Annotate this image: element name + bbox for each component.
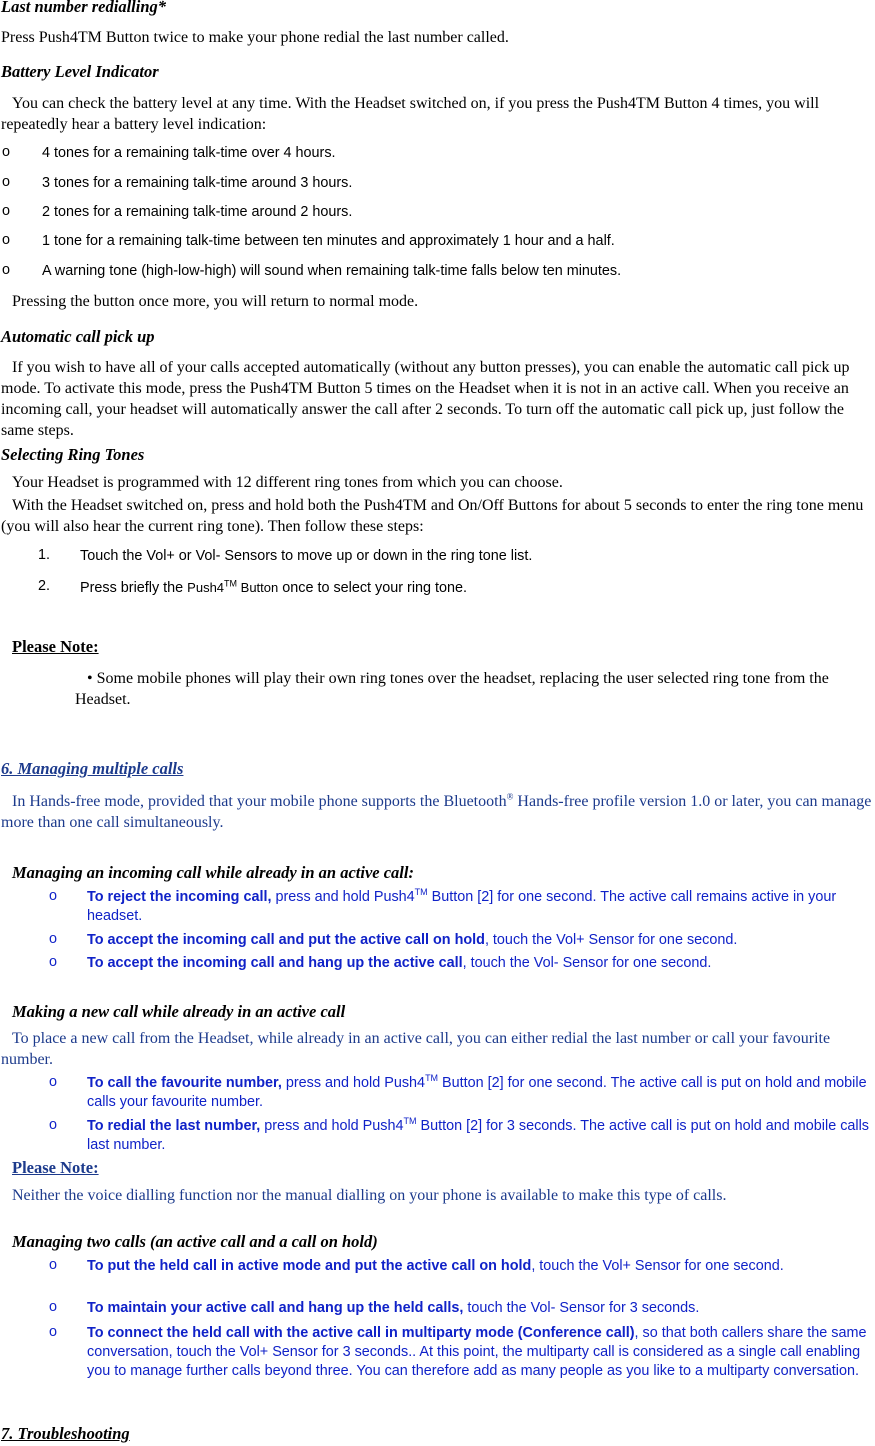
list-item: To accept the incoming call and put the active call on hold, touch the Vol+ Sensor for one second. xyxy=(87,932,738,948)
step-number: 1. xyxy=(38,547,51,563)
step-text: Press briefly the Push4™ Button once to select your ring tone. xyxy=(80,578,468,596)
list-item: To maintain your active call and hang up the held calls, touch the Vol- Sensor for 3 seconds. xyxy=(87,1300,700,1316)
list-bullet: o xyxy=(49,1299,58,1315)
battery-outro: Pressing the button once more, you will return to normal mode. xyxy=(12,293,419,310)
list-bullet: o xyxy=(49,954,58,970)
list-bullet: o xyxy=(49,1324,58,1340)
list-item: To accept the incoming call and hang up the active call, touch the Vol- Sensor for one second. xyxy=(87,955,712,971)
auto-pickup-text: If you wish to have all of your calls accepted automatically (without any button presses), you can enable the automatic call pick up mode. To activate this mode, press the Push4TM Button 5 times on the Headset when it is not in an active call. When you receive an incoming call, your headset will automatically answer the call after 2 seconds. To turn off the automatic call pick up, just follow the same steps. xyxy=(1,359,850,439)
list-bullet: o xyxy=(2,203,11,219)
list-item: 4 tones for a remaining talk-time over 4 hours. xyxy=(42,145,336,161)
section-6-heading: 6. Managing multiple calls xyxy=(1,759,184,778)
ring-tones-note-text: • Some mobile phones will play their own ring tones over the headset, replacing the user selected ring tone from the Headset. xyxy=(75,670,829,708)
list-bullet: o xyxy=(2,174,11,190)
list-bullet: o xyxy=(2,144,11,160)
list-bullet: o xyxy=(49,1117,58,1133)
list-item: To put the held call in active mode and put the active call on hold, touch the Vol+ Sensor for one second. xyxy=(87,1258,784,1274)
two-calls-heading: Managing two calls (an active call and a call on hold) xyxy=(12,1232,378,1251)
ring-tones-p2: With the Headset switched on, press and hold both the Push4TM and On/Off Buttons for about 5 seconds to enter the ring tone menu (you will also hear the current ring tone). Then follow these steps: xyxy=(1,497,864,535)
list-bullet: o xyxy=(49,1257,58,1273)
list-item: 2 tones for a remaining talk-time around 2 hours. xyxy=(42,204,353,220)
list-bullet: o xyxy=(49,888,58,904)
step-text: Touch the Vol+ or Vol- Sensors to move up or down in the ring tone list. xyxy=(80,548,533,564)
list-item: 3 tones for a remaining talk-time around 3 hours. xyxy=(42,175,353,191)
auto-pickup-heading: Automatic call pick up xyxy=(1,327,155,346)
list-bullet: o xyxy=(2,262,11,278)
step-number: 2. xyxy=(38,578,51,594)
list-item: To connect the held call with the active call in multiparty mode (Conference call), so that both callers share the same conversation, touch the Vol+ Sensor for 3 seconds.. At this point, the multiparty call is considered as a single call enabling you to manage further calls beyond three. You can therefore add as many people as you like to a multiparty conversation. xyxy=(87,1325,867,1379)
new-call-text: To place a new call from the Headset, while already in an active call, you can either redial the last number or call your favourite number. xyxy=(1,1030,831,1068)
ring-tones-p1: Your Headset is programmed with 12 different ring tones from which you can choose. xyxy=(12,474,563,491)
list-item: 1 tone for a remaining talk-time between ten minutes and approximately 1 hour and a half. xyxy=(42,233,615,249)
battery-intro: You can check the battery level at any time. With the Headset switched on, if you press the Push4TM Button 4 times, you will repeatedly hear a battery level indication: xyxy=(1,95,820,133)
incoming-heading: Managing an incoming call while already in an active call: xyxy=(12,863,414,882)
list-item: A warning tone (high-low-high) will sound when remaining talk-time falls below ten minutes. xyxy=(42,263,622,279)
list-bullet: o xyxy=(49,1074,58,1090)
list-item: To call the favourite number, press and hold Push4™ Button [2] for one second. The active call is put on hold and mobile calls your favourite number. xyxy=(87,1073,867,1110)
ring-tones-note-label: Please Note: xyxy=(12,637,99,656)
list-bullet: o xyxy=(49,931,58,947)
ring-tones-heading: Selecting Ring Tones xyxy=(1,445,145,464)
section-7-heading: 7. Troubleshooting xyxy=(1,1424,130,1443)
battery-heading: Battery Level Indicator xyxy=(1,62,159,81)
new-call-heading: Making a new call while already in an active call xyxy=(12,1002,346,1021)
redial-heading: Last number redialling* xyxy=(1,0,167,16)
list-item: To reject the incoming call, press and hold Push4™ Button [2] for one second. The active call remains active in your headset. xyxy=(87,887,837,924)
new-call-note-label: Please Note: xyxy=(12,1158,99,1177)
redial-text: Press Push4TM Button twice to make your phone redial the last number called. xyxy=(1,29,509,46)
list-bullet: o xyxy=(2,232,11,248)
new-call-note-text: Neither the voice dialling function nor the manual dialling on your phone is available to make this type of calls. xyxy=(12,1187,727,1204)
list-item: To redial the last number, press and hold Push4™ Button [2] for 3 seconds. The active call is put on hold and mobile calls last number. xyxy=(87,1116,869,1153)
section-6-intro: In Hands-free mode, provided that your mobile phone supports the Bluetooth® Hands-free profile version 1.0 or later, you can manage more than one call simultaneously. xyxy=(1,791,872,831)
